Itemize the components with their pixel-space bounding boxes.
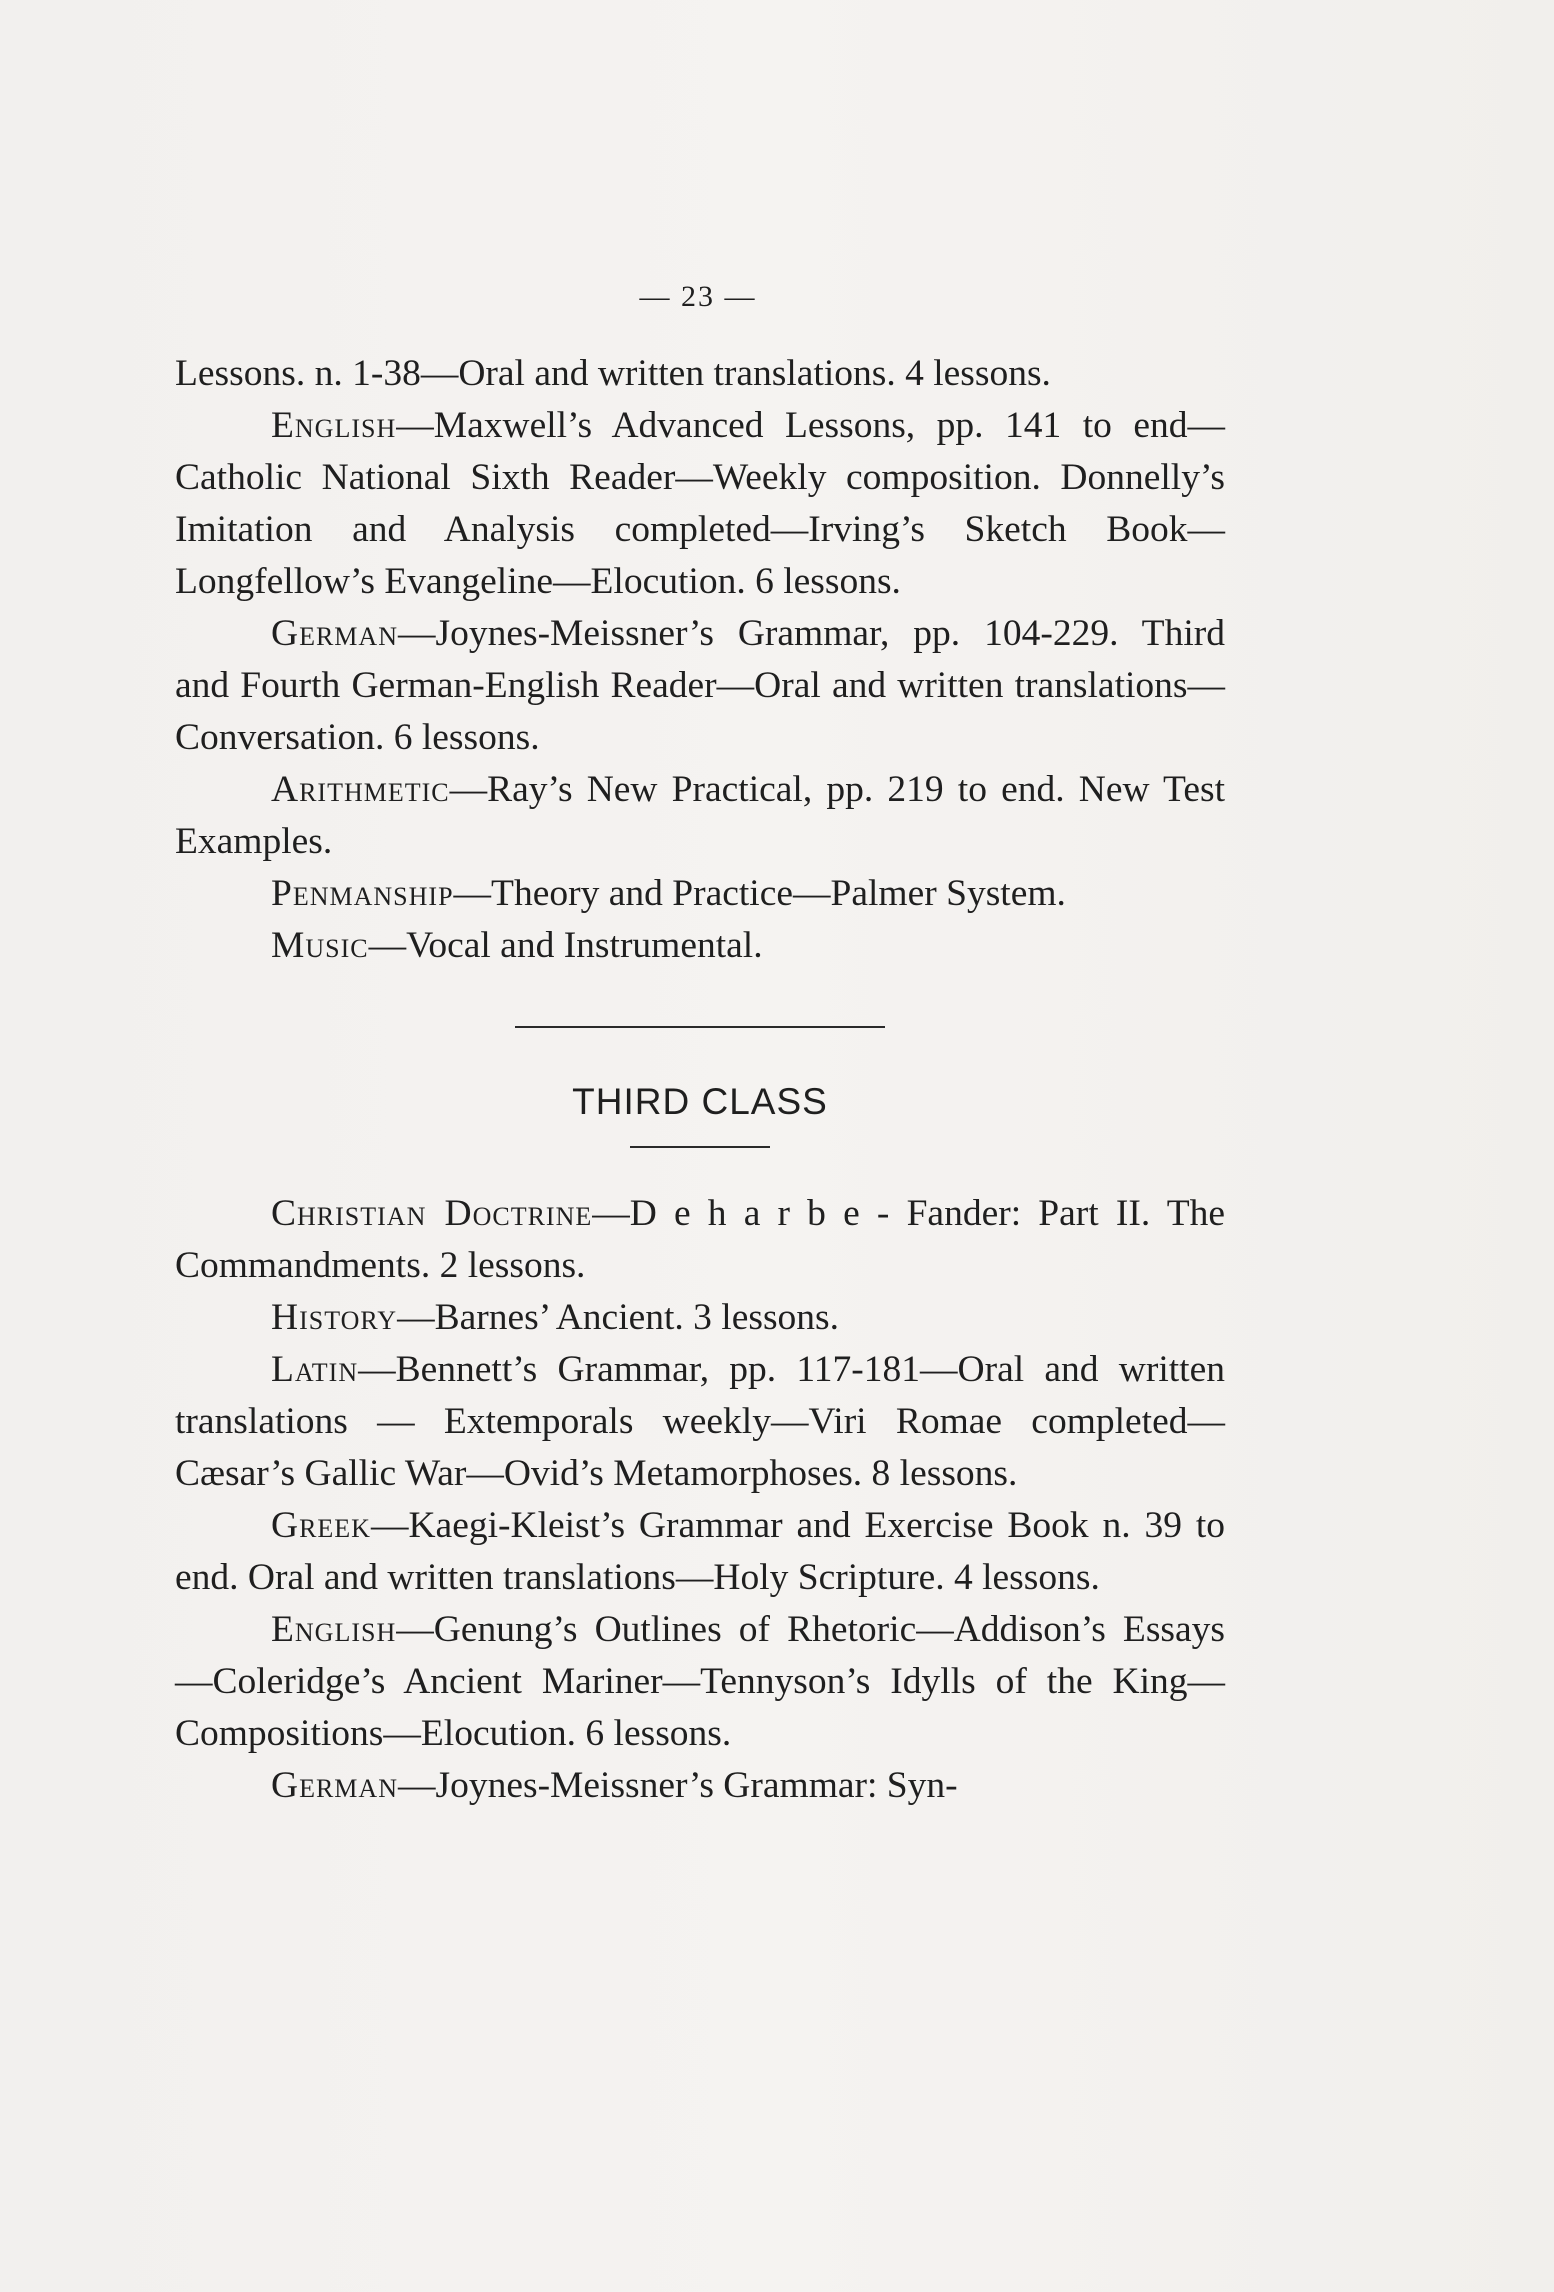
paragraph-german [175,608,1225,764]
paragraph-text: —Kaegi-Kleist’s Grammar and Exercise Book n. 39 to end. Oral and written translations—Holy Scripture. 4 lessons. [175,1505,1225,1598]
paragraph-latin [175,1344,1225,1500]
paragraph-text: —Genung’s Outlines of Rhetoric—Addison’s Essays—Coleridge’s Ancient Mariner—Tennyson’s Idylls of the King—Compositions—Elocution. 6 lessons. [175,1609,1225,1754]
subject-label: German [271,1765,398,1806]
paragraph-text: —Vocal and Instrumental. [368,925,763,966]
paragraph-history [175,1292,1225,1344]
page-number: — 23 — [639,280,757,313]
paragraph-text: —D e h a r b e - Fander: Part II. The Commandments. 2 lessons. [175,1193,1225,1286]
paragraph-text: —Barnes’ Ancient. 3 lessons. [397,1297,840,1338]
paragraph-text: —Joynes-Meissner’s Grammar: Syn- [397,1765,958,1806]
subject-label: Penmanship [271,873,454,914]
subject-label: Greek [271,1505,371,1546]
paragraph-text: —Bennett’s Grammar, pp. 117-181—Oral and written translations — Extemporals weekly—Viri Romae completed—Cæsar’s Gallic War—Ovid’s Metamorphoses. 8 lessons. [175,1349,1225,1494]
section-divider [515,1026,885,1028]
paragraph-text: —Joynes-Meissner’s Grammar, pp. 104-229. Third and Fourth German-English Reader—Oral and written translations—Conversation. 6 lessons. [175,613,1225,758]
subject-label: Latin [271,1349,359,1390]
subject-label: English [271,405,397,446]
subject-label: English [271,1609,397,1650]
paragraph-music [175,920,1225,972]
subject-label: Arithmetic [271,769,450,810]
heading-underline [630,1146,770,1148]
paragraph-english [175,400,1225,608]
paragraph-text: —Maxwell’s Advanced Lessons, pp. 141 to end—Catholic National Sixth Reader—Weekly composition. Donnelly’s Imitation and Analysis completed—Irving’s Sketch Book—Longfellow’s Evangeline—Elocution. 6 lessons. [175,405,1225,602]
paragraph-german-grammar [175,1760,1225,1812]
paragraph-continuation [175,348,1225,400]
paragraph-christian-doctrine [175,1188,1225,1292]
paragraph-english-rhetoric [175,1604,1225,1760]
paragraph-arithmetic [175,764,1225,868]
paragraph-text: —Ray’s New Practical, pp. 219 to end. New Test Examples. [175,769,1225,862]
paragraph-text: Lessons. n. 1-38—Oral and written translations. 4 lessons. [175,353,1051,394]
subject-label: German [271,613,398,654]
subject-label: Christian Doctrine [271,1193,593,1234]
paragraph-greek [175,1500,1225,1604]
paragraph-penmanship [175,868,1225,920]
subject-label: Music [271,925,369,966]
subject-label: History [271,1297,398,1338]
page-body [175,348,1225,1812]
paragraph-text: —Theory and Practice—Palmer System. [453,873,1066,914]
section-heading: THIRD CLASS [572,1081,828,1122]
